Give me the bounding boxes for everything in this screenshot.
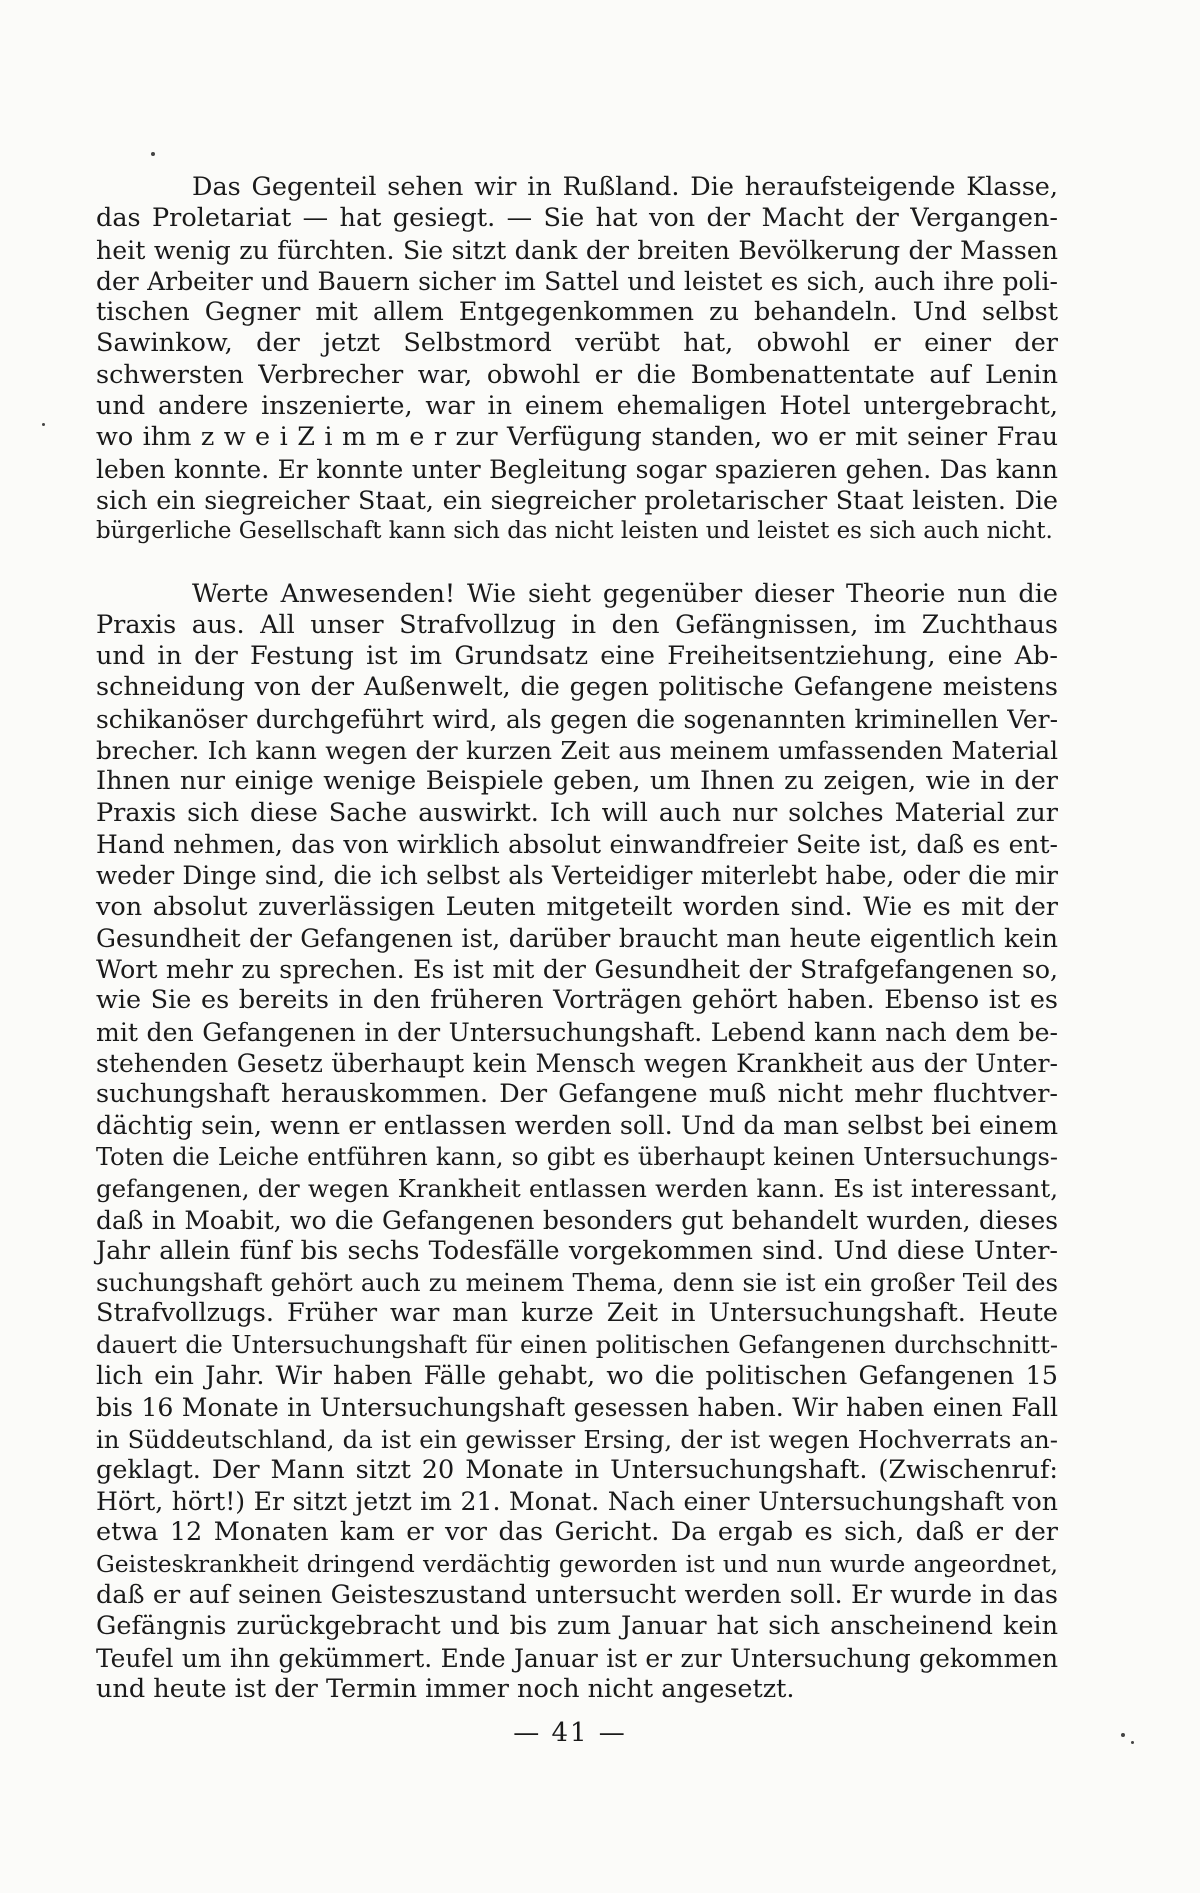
text-line: bürgerliche Gesellschaft kann sich das nicht leisten und leistet es sich auch nicht. [96,518,1053,545]
print-speck [1121,1733,1125,1737]
text-line: leben konnte. Er konnte unter Begleitung sogar spazieren gehen. Das kann [96,454,1058,484]
text-line: mit den Gefangenen in der Untersuchungshaft. Lebend kann nach dem be- [96,1017,1058,1047]
text-line: etwa 12 Monaten kam er vor das Gericht. Da ergab es sich, daß er der [96,1517,1058,1548]
page-number: — 41 — [513,1718,627,1748]
text-line: tischen Gegner mit allem Entgegenkommen zu behandeln. Und selbst [96,297,1058,328]
text-line: gefangenen, der wegen Krankheit entlassen werden kann. Es ist interessant, [96,1174,1058,1204]
text-line: Gefängnis zurückgebracht und bis zum Januar hat sich anscheinend kein [96,1611,1058,1642]
text-line: stehenden Gesetz überhaupt kein Mensch wegen Krankheit aus der Unter- [96,1049,1058,1079]
text-line: weder Dinge sind, die ich selbst als Verteidiger miterlebt habe, oder die mir [96,861,1058,891]
text-line: und in der Festung ist im Grundsatz eine Freiheitsentziehung, eine Ab- [96,641,1058,672]
text-line: geklagt. Der Mann sitzt 20 Monate in Untersuchungshaft. (Zwischenruf: [96,1454,1058,1485]
text-line: Sawinkow, der jetzt Selbstmord verübt hat, obwohl er einer der [96,328,1058,359]
text-line: schwersten Verbrecher war, obwohl er die Bombenattentate auf Lenin [96,359,1058,390]
text-line: suchungshaft herauskommen. Der Gefangene muß nicht mehr fluchtver- [96,1079,1058,1110]
print-speck [1131,1741,1134,1744]
text-line: Toten die Leiche entführen kann, so gibt es überhaupt keinen Untersuchungs- [96,1142,1058,1171]
text-line: Jahr allein fünf bis sechs Todesfälle vorgekommen sind. Und diese Unter- [96,1235,1058,1266]
body-text [96,172,1058,1705]
text-line: suchungshaft gehört auch zu meinem Thema, denn sie ist ein großer Teil des [96,1268,1058,1298]
text-line: lich ein Jahr. Wir haben Fälle gehabt, wo die politischen Gefangenen 15 [96,1360,1058,1391]
text-line: dächtig sein, wenn er entlassen werden soll. Und da man selbst bei einem [96,1110,1058,1141]
text-line: von absolut zuverlässigen Leuten mitgeteilt worden sind. Wie es mit der [96,891,1058,922]
text-line: der Arbeiter und Bauern sicher im Sattel und leistet es sich, auch ihre poli- [96,266,1058,296]
text-line: dauert die Untersuchungshaft für einen politischen Gefangenen durchschnitt- [96,1330,1058,1359]
text-line: in Süddeutschland, da ist ein gewisser Ersing, der ist wegen Hochverrats an- [96,1424,1058,1454]
text-line: Strafvollzugs. Früher war man kurze Zeit in Untersuchungshaft. Heute [96,1298,1058,1329]
text-line: Praxis sich diese Sache auswirkt. Ich will auch nur solches Material zur [96,797,1058,828]
text-line: daß in Moabit, wo die Gefangenen besonders gut behandelt wurden, dieses [96,1205,1058,1235]
text-line: brecher. Ich kann wegen der kurzen Zeit aus meinem umfassenden Material [96,736,1058,766]
text-line: Gesundheit der Gefangenen ist, darüber braucht man heute eigentlich kein [96,923,1058,953]
text-line: und heute ist der Termin immer noch nicht angesetzt. [96,1673,795,1704]
text-line: heit wenig zu fürchten. Sie sitzt dank der breiten Bevölkerung der Massen [96,235,1058,265]
text-line: das Proletariat — hat gesiegt. — Sie hat von der Macht der Vergangen- [96,203,1058,234]
text-line: und andere inszenierte, war in einem ehemaligen Hotel untergebracht, [96,391,1058,422]
text-line: Teufel um ihn gekümmert. Ende Januar ist er zur Untersuchung gekommen [96,1643,1058,1673]
text-line: daß er auf seinen Geisteszustand untersucht werden soll. Er wurde in das [96,1580,1058,1611]
text-line: wie Sie es bereits in den früheren Vorträgen gehört haben. Ebenso ist es [96,985,1058,1016]
text-line: Werte Anwesenden! Wie sieht gegenüber dieser Theorie nun die [192,578,1058,609]
text-line: schneidung von der Außenwelt, die gegen politische Gefangene meistens [96,672,1058,703]
print-speck [42,423,45,426]
text-line: bis 16 Monate in Untersuchungshaft gesessen haben. Wir haben einen Fall [96,1393,1058,1423]
paragraph [96,172,1058,548]
text-line: schikanöser durchgeführt wird, als gegen die sogenannten kriminellen Ver- [96,704,1058,734]
text-line: Hand nehmen, das von wirklich absolut einwandfreier Seite ist, daß es ent- [96,829,1058,859]
print-speck [151,152,155,156]
text-line: Hört, hört!) Er sitzt jetzt im 21. Monat. Nach einer Untersuchungshaft von [96,1487,1058,1517]
paragraph [96,579,1058,1706]
text-line: Geisteskrankheit dringend verdächtig geworden ist und nun wurde angeordnet, [96,1549,1058,1578]
text-line: Das Gegenteil sehen wir in Rußland. Die heraufsteigende Klasse, [192,172,1058,202]
text-line: Ihnen nur einige wenige Beispiele geben, um Ihnen zu zeigen, wie in der [96,766,1058,797]
text-line: Wort mehr zu sprechen. Es ist mit der Gesundheit der Strafgefangenen so, [96,955,1058,985]
text-line: sich ein siegreicher Staat, ein siegreicher proletarischer Staat leisten. Die [96,484,1058,515]
text-line: wo ihm z w e i Z i m m e r zur Verfügung standen, wo er mit seiner Frau [96,422,1058,453]
text-line: Praxis aus. All unser Strafvollzug in den Gefängnissen, im Zuchthaus [96,609,1058,640]
